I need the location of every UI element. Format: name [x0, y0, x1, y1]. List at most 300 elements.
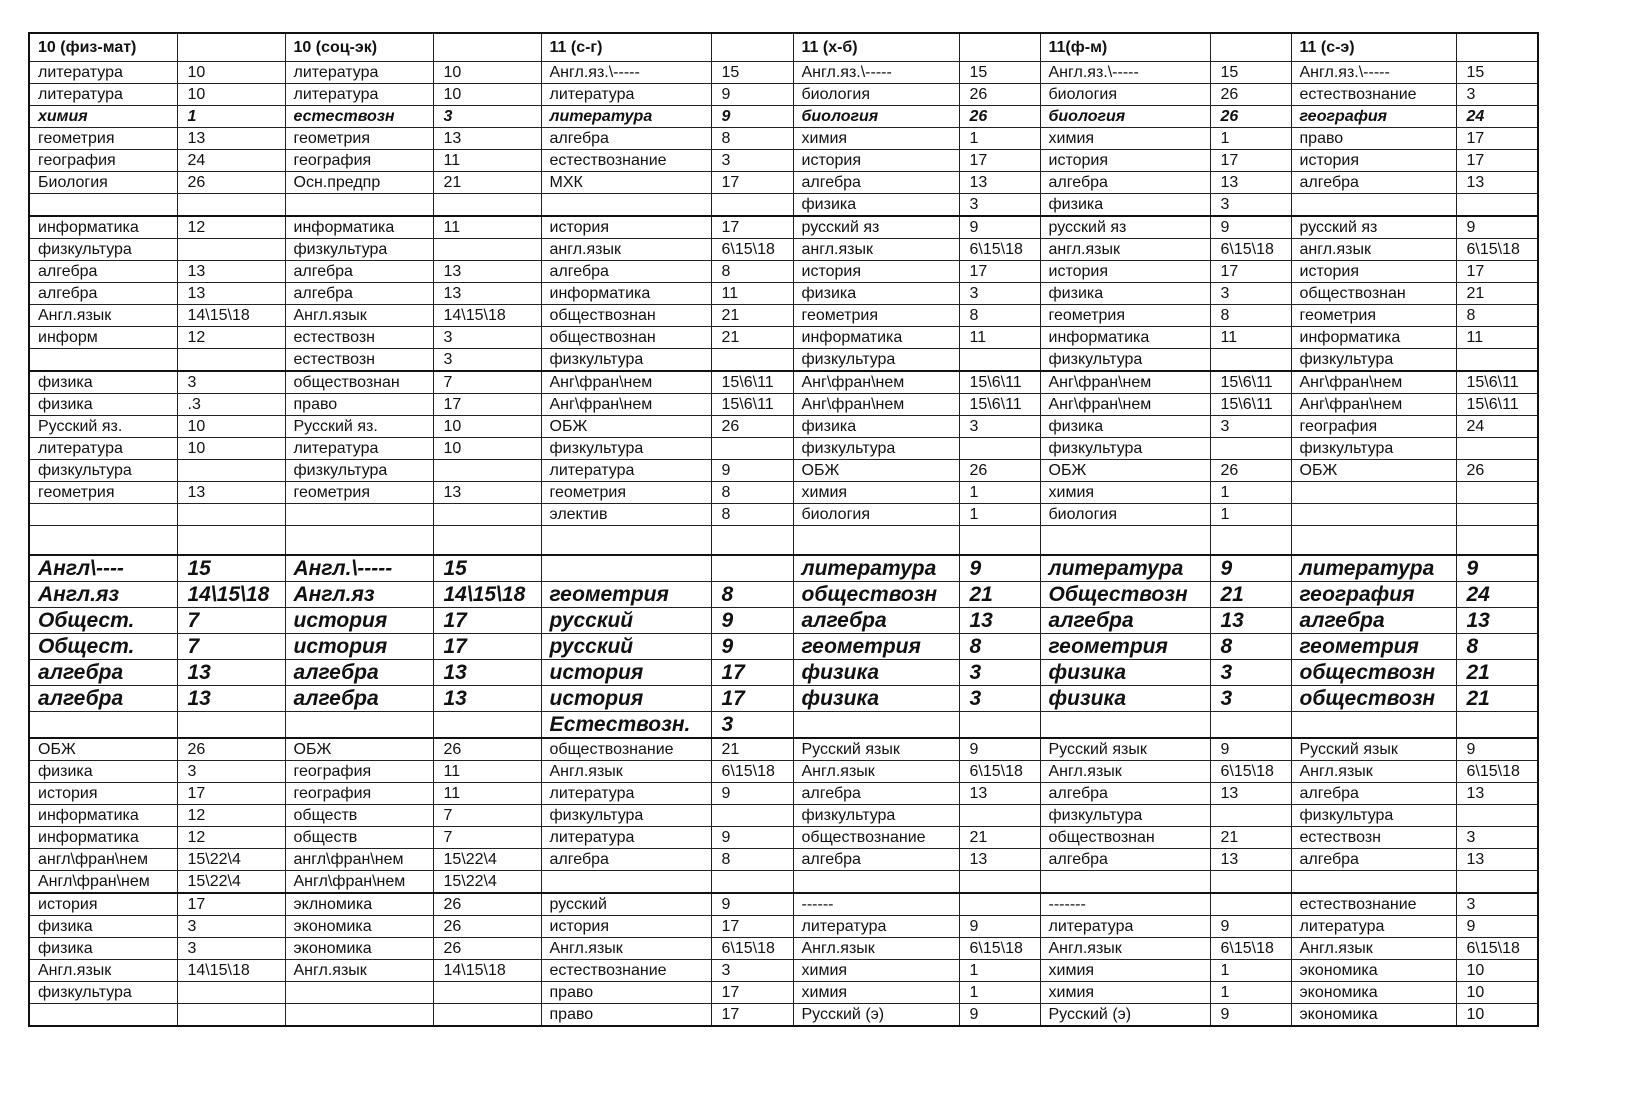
subject-cell: химия	[1040, 482, 1210, 504]
room-cell	[177, 982, 285, 1004]
subject-cell: алгебра	[1291, 172, 1456, 194]
room-cell: 8	[711, 504, 793, 526]
subject-cell: история	[1040, 261, 1210, 283]
subject-cell: физкультура	[285, 460, 433, 482]
table-row	[29, 849, 1538, 871]
subject-cell: Естествозн.	[541, 712, 711, 739]
room-cell: 3	[1210, 194, 1291, 217]
room-cell: 13	[1210, 608, 1291, 634]
subject-cell: англ.язык	[793, 239, 959, 261]
subject-cell: геометрия	[793, 634, 959, 660]
subject-cell: физика	[29, 916, 177, 938]
subject-cell: алгебра	[541, 128, 711, 150]
subject-cell: Анг\фран\нем	[793, 394, 959, 416]
subject-cell: Англ.язык	[541, 938, 711, 960]
subject-cell	[1291, 526, 1456, 556]
subject-cell: информатика	[793, 327, 959, 349]
room-cell: 21	[711, 327, 793, 349]
table-row	[29, 712, 1538, 739]
subject-cell: Анг\фран\нем	[541, 394, 711, 416]
subject-cell: география	[285, 761, 433, 783]
room-cell	[433, 1004, 541, 1027]
room-cell: 15\22\4	[433, 849, 541, 871]
class-header: 11 (с-г)	[541, 33, 711, 62]
room-cell: 26	[959, 84, 1040, 106]
subject-cell: география	[1291, 582, 1456, 608]
subject-cell: англ\фран\нем	[29, 849, 177, 871]
subject-cell: право	[1291, 128, 1456, 150]
subject-cell: Осн.предпр	[285, 172, 433, 194]
subject-cell: география	[1291, 416, 1456, 438]
room-cell	[711, 526, 793, 556]
subject-cell: Англ.язык	[285, 960, 433, 982]
subject-cell: геометрия	[793, 305, 959, 327]
room-cell: 17	[177, 783, 285, 805]
room-cell: 13	[1210, 783, 1291, 805]
room-cell: 8	[1456, 634, 1538, 660]
subject-cell: алгебра	[1291, 849, 1456, 871]
subject-cell: физика	[29, 761, 177, 783]
room-cell: 26	[1210, 460, 1291, 482]
subject-cell: история	[541, 660, 711, 686]
room-cell: 13	[1210, 849, 1291, 871]
room-cell: 17	[1210, 150, 1291, 172]
room-cell: 6\15\18	[711, 761, 793, 783]
room-cell: 8	[1456, 305, 1538, 327]
room-cell: 3	[433, 349, 541, 372]
room-cell: 11	[1456, 327, 1538, 349]
subject-cell	[29, 712, 177, 739]
subject-cell: обществознание	[541, 738, 711, 761]
subject-cell: история	[541, 916, 711, 938]
class-header-room	[959, 33, 1040, 62]
room-cell	[433, 504, 541, 526]
room-cell: 13	[1456, 172, 1538, 194]
room-cell: 3	[1456, 893, 1538, 916]
room-cell: 6\15\18	[959, 938, 1040, 960]
subject-cell: ОБЖ	[1291, 460, 1456, 482]
table-row	[29, 783, 1538, 805]
room-cell: 6\15\18	[1210, 938, 1291, 960]
table-row	[29, 438, 1538, 460]
room-cell: 3	[711, 150, 793, 172]
room-cell: 6\15\18	[1456, 761, 1538, 783]
room-cell	[1210, 438, 1291, 460]
room-cell	[177, 349, 285, 372]
subject-cell: физика	[1040, 283, 1210, 305]
subject-cell: право	[541, 1004, 711, 1027]
subject-cell	[541, 555, 711, 582]
room-cell: 10	[1456, 960, 1538, 982]
subject-cell: Англ.яз	[285, 582, 433, 608]
subject-cell: алгебра	[29, 261, 177, 283]
table-row	[29, 1004, 1538, 1027]
table-row	[29, 128, 1538, 150]
room-cell: 9	[959, 555, 1040, 582]
room-cell	[433, 712, 541, 739]
subject-cell	[1291, 482, 1456, 504]
room-cell: 17	[1456, 261, 1538, 283]
room-cell: 17	[711, 686, 793, 712]
subject-cell: физкультура	[1040, 349, 1210, 372]
room-cell	[1210, 893, 1291, 916]
subject-cell: история	[793, 261, 959, 283]
room-cell: 3	[1456, 84, 1538, 106]
room-cell: 9	[1210, 1004, 1291, 1027]
subject-cell: Русский язык	[1040, 738, 1210, 761]
subject-cell: история	[541, 686, 711, 712]
room-cell: 26	[959, 460, 1040, 482]
subject-cell: физкультура	[793, 349, 959, 372]
subject-cell: геометрия	[29, 128, 177, 150]
room-cell: 8	[711, 261, 793, 283]
room-cell: 26	[433, 938, 541, 960]
subject-cell: экономика	[285, 916, 433, 938]
room-cell	[1456, 805, 1538, 827]
room-cell	[1210, 349, 1291, 372]
table-row	[29, 827, 1538, 849]
room-cell: 26	[177, 172, 285, 194]
subject-cell	[1291, 194, 1456, 217]
subject-cell: информатика	[1040, 327, 1210, 349]
table-row	[29, 916, 1538, 938]
room-cell: 11	[433, 150, 541, 172]
subject-cell: литература	[1040, 555, 1210, 582]
room-cell: 14\15\18	[433, 960, 541, 982]
subject-cell: естествозн	[1291, 827, 1456, 849]
subject-cell: физика	[29, 394, 177, 416]
class-header-room	[177, 33, 285, 62]
subject-cell: химия	[1040, 960, 1210, 982]
room-cell: 9	[711, 84, 793, 106]
room-cell	[177, 460, 285, 482]
subject-cell	[541, 526, 711, 556]
subject-cell: англ\фран\нем	[285, 849, 433, 871]
subject-cell: Анг\фран\нем	[1040, 394, 1210, 416]
room-cell: 1	[959, 960, 1040, 982]
subject-cell: обществознан	[1040, 827, 1210, 849]
subject-cell: алгебра	[29, 660, 177, 686]
room-cell: 11	[711, 283, 793, 305]
table-row	[29, 283, 1538, 305]
room-cell: 3	[177, 761, 285, 783]
room-cell: 3	[1210, 660, 1291, 686]
subject-cell: электив	[541, 504, 711, 526]
subject-cell: литература	[541, 460, 711, 482]
room-cell: 9	[959, 216, 1040, 239]
room-cell: 3	[177, 938, 285, 960]
room-cell: 10	[177, 84, 285, 106]
room-cell: 15\6\11	[711, 394, 793, 416]
room-cell: 21	[959, 582, 1040, 608]
table-row	[29, 555, 1538, 582]
subject-cell: -------	[1040, 893, 1210, 916]
room-cell	[433, 460, 541, 482]
subject-cell: Русский язык	[793, 738, 959, 761]
subject-cell: Англ.\-----	[285, 555, 433, 582]
room-cell: 24	[1456, 582, 1538, 608]
subject-cell: биология	[1040, 504, 1210, 526]
room-cell: 17	[959, 261, 1040, 283]
subject-cell: алгебра	[285, 660, 433, 686]
room-cell: 6\15\18	[711, 938, 793, 960]
subject-cell	[29, 349, 177, 372]
subject-cell: Англ.яз.\-----	[793, 62, 959, 84]
table-row	[29, 150, 1538, 172]
room-cell: 17	[711, 916, 793, 938]
room-cell: 8	[711, 482, 793, 504]
room-cell: 7	[433, 805, 541, 827]
subject-cell: ОБЖ	[541, 416, 711, 438]
subject-cell: алгебра	[29, 686, 177, 712]
room-cell: 13	[177, 482, 285, 504]
room-cell: 8	[1210, 634, 1291, 660]
room-cell: 6\15\18	[1456, 239, 1538, 261]
room-cell: 13	[433, 482, 541, 504]
subject-cell: русский яз	[1291, 216, 1456, 239]
subject-cell: литература	[793, 916, 959, 938]
table-row	[29, 960, 1538, 982]
class-header-room	[433, 33, 541, 62]
room-cell: 3	[959, 283, 1040, 305]
room-cell: 13	[177, 128, 285, 150]
table-row	[29, 172, 1538, 194]
subject-cell: естествознание	[1291, 84, 1456, 106]
subject-cell: информатика	[541, 283, 711, 305]
subject-cell: алгебра	[1040, 172, 1210, 194]
subject-cell: химия	[1040, 982, 1210, 1004]
room-cell: 10	[433, 62, 541, 84]
room-cell: 15\6\11	[1456, 371, 1538, 394]
class-header: 11(ф-м)	[1040, 33, 1210, 62]
room-cell: 21	[1456, 686, 1538, 712]
room-cell: 13	[959, 849, 1040, 871]
room-cell	[711, 555, 793, 582]
room-cell: 1	[959, 504, 1040, 526]
subject-cell: Анг\фран\нем	[541, 371, 711, 394]
room-cell	[177, 526, 285, 556]
subject-cell	[1291, 504, 1456, 526]
subject-cell: физкультура	[29, 460, 177, 482]
subject-cell: Англ.язык	[1040, 938, 1210, 960]
table-row	[29, 634, 1538, 660]
room-cell: 21	[1456, 660, 1538, 686]
room-cell: 9	[1210, 216, 1291, 239]
room-cell	[177, 504, 285, 526]
room-cell: 13	[959, 172, 1040, 194]
subject-cell: физика	[793, 283, 959, 305]
subject-cell: алгебра	[1040, 783, 1210, 805]
room-cell: 9	[711, 827, 793, 849]
subject-cell: химия	[793, 128, 959, 150]
room-cell: 6\15\18	[711, 239, 793, 261]
subject-cell: география	[1291, 106, 1456, 128]
room-cell: 17	[711, 1004, 793, 1027]
subject-cell	[1040, 526, 1210, 556]
room-cell: 13	[433, 128, 541, 150]
room-cell: 15\22\4	[177, 849, 285, 871]
subject-cell: история	[1291, 150, 1456, 172]
subject-cell: информатика	[29, 805, 177, 827]
room-cell: 9	[1210, 916, 1291, 938]
room-cell: 9	[711, 106, 793, 128]
subject-cell: физика	[1040, 416, 1210, 438]
subject-cell: химия	[1040, 128, 1210, 150]
room-cell	[1456, 438, 1538, 460]
room-cell: 6\15\18	[1210, 239, 1291, 261]
room-cell: 13	[433, 261, 541, 283]
subject-cell	[1040, 871, 1210, 894]
room-cell: 11	[433, 216, 541, 239]
room-cell: 17	[711, 660, 793, 686]
room-cell: 13	[177, 261, 285, 283]
room-cell: 21	[959, 827, 1040, 849]
table-row	[29, 982, 1538, 1004]
table-row	[29, 871, 1538, 894]
room-cell: 15\6\11	[959, 394, 1040, 416]
subject-cell: литература	[541, 84, 711, 106]
room-cell: 10	[1456, 982, 1538, 1004]
subject-cell: химия	[29, 106, 177, 128]
subject-cell: Русский яз.	[285, 416, 433, 438]
subject-cell: Англ.язык	[541, 761, 711, 783]
subject-cell: право	[285, 394, 433, 416]
subject-cell: Русский яз.	[29, 416, 177, 438]
room-cell: 11	[433, 761, 541, 783]
subject-cell: обществозн	[1291, 686, 1456, 712]
room-cell	[959, 805, 1040, 827]
room-cell: 12	[177, 327, 285, 349]
room-cell: 3	[433, 106, 541, 128]
room-cell	[711, 805, 793, 827]
subject-cell: русский яз	[793, 216, 959, 239]
table-row	[29, 582, 1538, 608]
subject-cell: алгебра	[541, 849, 711, 871]
room-cell	[433, 982, 541, 1004]
subject-cell: геометрия	[285, 482, 433, 504]
room-cell: 3	[1456, 827, 1538, 849]
subject-cell: литература	[1291, 555, 1456, 582]
subject-cell: алгебра	[793, 608, 959, 634]
subject-cell: биология	[1040, 106, 1210, 128]
room-cell: 14\15\18	[177, 582, 285, 608]
room-cell	[711, 438, 793, 460]
room-cell: 15\6\11	[959, 371, 1040, 394]
subject-cell: алгебра	[1040, 849, 1210, 871]
room-cell: .3	[177, 394, 285, 416]
room-cell: 9	[1456, 916, 1538, 938]
subject-cell: Анг\фран\нем	[1291, 371, 1456, 394]
subject-cell: физкультура	[793, 805, 959, 827]
room-cell: 9	[959, 916, 1040, 938]
table-row	[29, 686, 1538, 712]
subject-cell: биология	[793, 84, 959, 106]
subject-cell: Англ.язык	[285, 305, 433, 327]
room-cell	[711, 349, 793, 372]
subject-cell: история	[793, 150, 959, 172]
subject-cell: литература	[29, 62, 177, 84]
room-cell: 14\15\18	[433, 305, 541, 327]
room-cell	[177, 1004, 285, 1027]
room-cell: 9	[711, 634, 793, 660]
subject-cell: геометрия	[541, 582, 711, 608]
subject-cell: физика	[793, 660, 959, 686]
table-row	[29, 608, 1538, 634]
subject-cell	[285, 526, 433, 556]
room-cell: 15	[1456, 62, 1538, 84]
room-cell: 3	[711, 960, 793, 982]
subject-cell: естествозн	[285, 106, 433, 128]
subject-cell	[285, 712, 433, 739]
room-cell: 10	[433, 416, 541, 438]
subject-cell	[793, 871, 959, 894]
subject-cell: обществознание	[793, 827, 959, 849]
table-row	[29, 261, 1538, 283]
table-row	[29, 84, 1538, 106]
subject-cell: ОБЖ	[285, 738, 433, 761]
table-row	[29, 938, 1538, 960]
room-cell: 3	[177, 916, 285, 938]
room-cell: 1	[959, 982, 1040, 1004]
room-cell	[177, 194, 285, 217]
subject-cell: Англ.язык	[1291, 761, 1456, 783]
subject-cell: геометрия	[285, 128, 433, 150]
room-cell: 10	[177, 438, 285, 460]
subject-cell: Англ\фран\нем	[285, 871, 433, 894]
subject-cell: Англ.язык	[1291, 938, 1456, 960]
room-cell: 3	[711, 712, 793, 739]
room-cell	[1456, 871, 1538, 894]
subject-cell: алгебра	[541, 261, 711, 283]
room-cell: 17	[433, 608, 541, 634]
subject-cell: история	[285, 608, 433, 634]
subject-cell: русский	[541, 608, 711, 634]
room-cell: 21	[433, 172, 541, 194]
subject-cell: экономика	[1291, 1004, 1456, 1027]
subject-cell: обществознан	[285, 371, 433, 394]
subject-cell: Англ.язык	[29, 305, 177, 327]
room-cell: 26	[959, 106, 1040, 128]
room-cell: 11	[433, 783, 541, 805]
subject-cell: обществозн	[793, 582, 959, 608]
subject-cell: литература	[541, 827, 711, 849]
room-cell	[1456, 526, 1538, 556]
room-cell	[1210, 526, 1291, 556]
room-cell: 21	[711, 738, 793, 761]
subject-cell: алгебра	[1291, 783, 1456, 805]
table-row	[29, 239, 1538, 261]
room-cell	[959, 893, 1040, 916]
subject-cell: история	[541, 216, 711, 239]
subject-cell: Англ.яз.\-----	[1291, 62, 1456, 84]
room-cell	[959, 526, 1040, 556]
schedule-sheet	[28, 32, 1539, 1027]
table-row	[29, 504, 1538, 526]
subject-cell: география	[285, 783, 433, 805]
subject-cell: физкультура	[1291, 349, 1456, 372]
subject-cell: физика	[1040, 686, 1210, 712]
subject-cell: информатика	[29, 827, 177, 849]
table-row	[29, 327, 1538, 349]
room-cell: 26	[433, 916, 541, 938]
subject-cell: Англ.язык	[793, 761, 959, 783]
subject-cell: обществ	[285, 805, 433, 827]
room-cell: 3	[177, 371, 285, 394]
room-cell: 6\15\18	[959, 239, 1040, 261]
subject-cell: история	[285, 634, 433, 660]
subject-cell: Русский (э)	[793, 1004, 959, 1027]
room-cell: 21	[1210, 582, 1291, 608]
